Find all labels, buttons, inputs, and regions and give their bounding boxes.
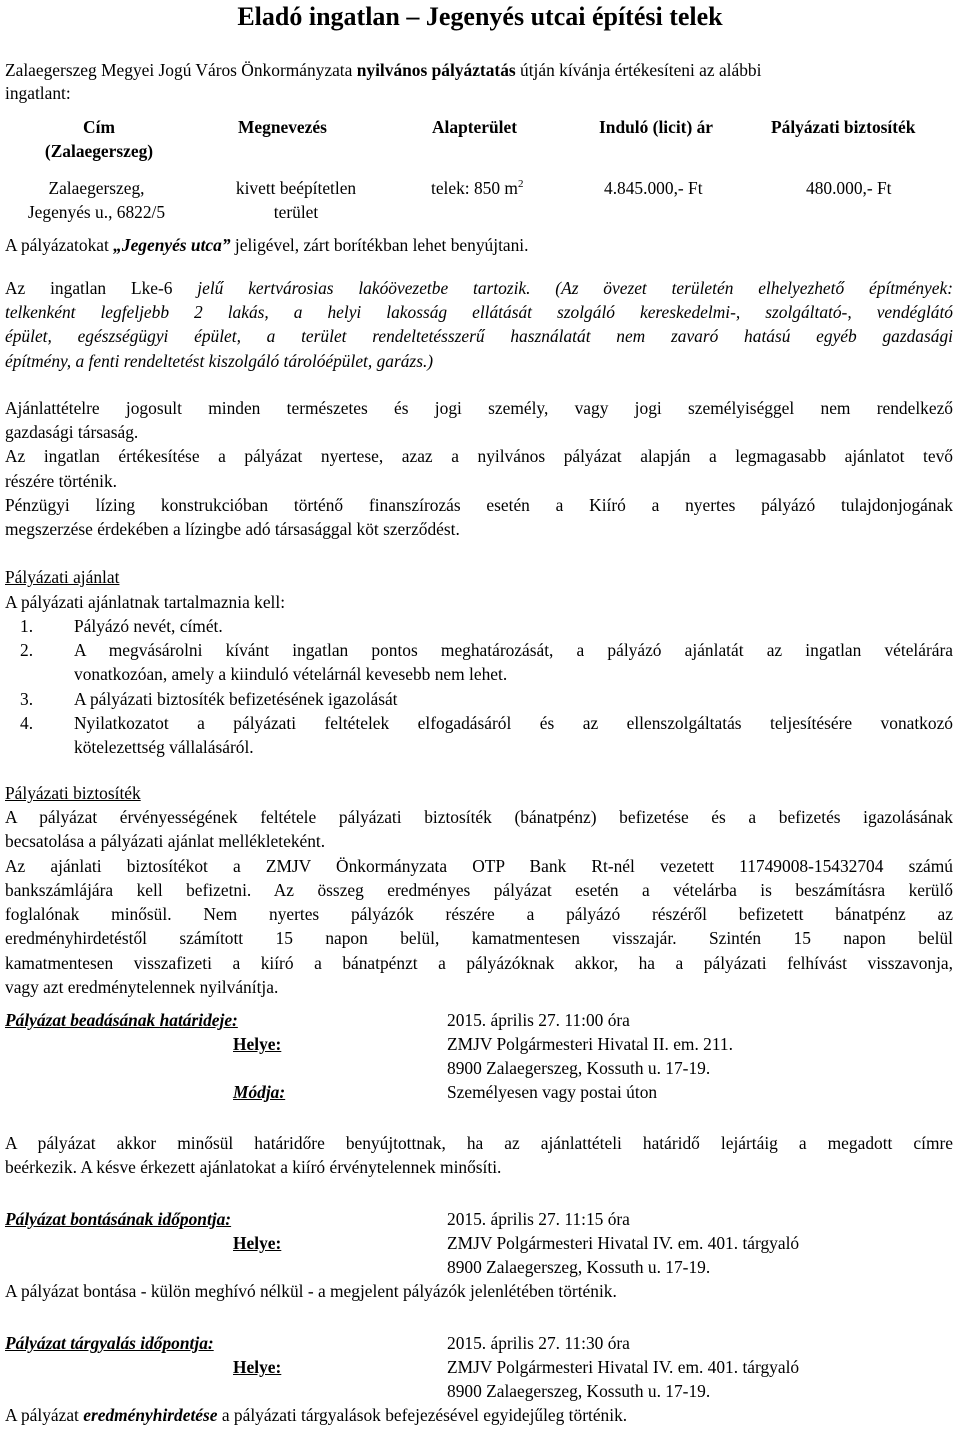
deposit-p2-3: foglalónak minősül. Nem nyertes pályázók részére a pályázó részéről befizetett bánatpénz az bbox=[5, 904, 953, 925]
intro-bold: nyilvános pályáztatás bbox=[356, 60, 516, 80]
paragraphs bbox=[5, 396, 953, 541]
submission-deadline-label: Pályázat beadásának határideje: bbox=[5, 1010, 238, 1030]
row-cim-2: Jegenyés u., 6822/5 bbox=[27, 202, 166, 222]
offer-item-4-cont: kötelezettség vállalásáról. bbox=[74, 737, 254, 757]
intro-line bbox=[5, 58, 761, 82]
deposit-p2-2: bankszámlájára kell befizetni. Az összeg eredményes pályázat esetén a vételárba is beszámításra kerülő bbox=[5, 879, 953, 900]
offer-item-3: A pályázati biztosíték befizetésének igazolását bbox=[74, 689, 398, 709]
opening-place-value: ZMJV Polgármesteri Hivatal IV. em. 401. tárgyaló bbox=[447, 1233, 800, 1253]
zone-line-1 bbox=[5, 276, 953, 300]
row-alapterulet-text: telek: 850 m bbox=[431, 178, 518, 198]
submission-place-label: Helye: bbox=[233, 1034, 282, 1054]
deposit-text bbox=[5, 805, 953, 999]
zone-line-1b: jelű kertvárosias lakóövezetbe tartozik. (Az övezet területén elhelyezhető építmények: bbox=[197, 278, 953, 298]
opening-place-value-2: 8900 Zalaegerszeg, Kossuth u. 17-19. bbox=[447, 1257, 711, 1277]
header-indulo-ar: Induló (licit) ár bbox=[599, 117, 714, 137]
submission-note-1: A pályázat akkor minősül határidőre benyújtottnak, ha az ajánlattételi határidő lejártáig a megadott címre bbox=[5, 1133, 953, 1153]
offer-item-4: Nyilatkozatot a pályázati feltételek elfogadásáról és az ellenszolgáltatás teljesítésére vonatkozó bbox=[74, 713, 953, 733]
row-indulo-ar: 4.845.000,- Ft bbox=[604, 178, 703, 198]
row-biztositek: 480.000,- Ft bbox=[806, 178, 892, 198]
sale-line-1: Az ingatlan értékesítése a pályázat nyertese, azaz a nyilvános pályázat alapján a legmagasabb ajánlatot tevő bbox=[5, 446, 953, 467]
row-megnevezes-2: terület bbox=[273, 202, 319, 222]
submission-deadline-value: 2015. április 27. 11:00 óra bbox=[447, 1010, 630, 1030]
zone-info bbox=[5, 276, 953, 373]
negotiation-note bbox=[5, 1403, 627, 1427]
offer-item-2: A megvásárolni kívánt ingatlan pontos meghatározását, a pályázó ajánlatát az ingatlan vételárára bbox=[74, 640, 953, 660]
leasing-line-2: megszerzése érdekében a lízingbe adó társasággal köt szerződést. bbox=[5, 519, 460, 540]
offer-lead: A pályázati ajánlatnak tartalmaznia kell: bbox=[5, 592, 286, 612]
row-cim: Zalaegerszeg, bbox=[48, 178, 145, 198]
deposit-heading: Pályázati biztosíték bbox=[5, 783, 141, 803]
submission-note bbox=[5, 1131, 953, 1180]
table-note bbox=[5, 233, 529, 257]
negotiation-value: 2015. április 27. 11:30 óra bbox=[447, 1333, 630, 1353]
negotiation-place-value-2: 8900 Zalaegerszeg, Kossuth u. 17-19. bbox=[447, 1381, 711, 1401]
eligibility-line-2: gazdasági társaság. bbox=[5, 422, 139, 443]
opening-label: Pályázat bontásának időpontja: bbox=[5, 1209, 232, 1229]
deposit-p1-2: becsatolása a pályázati ajánlat mellékleteként. bbox=[5, 831, 326, 852]
deposit-p2-4: eredményhirdetéstől számított 15 napon belül, kamatmentesen visszajár. Szintén 15 napon belül bbox=[5, 928, 953, 949]
opening-value: 2015. április 27. 11:15 óra bbox=[447, 1209, 630, 1229]
page-title: Eladó ingatlan – Jegenyés utcai építési telek bbox=[237, 2, 723, 31]
intro-text-end: útján kívánja értékesíteni az alábbi bbox=[515, 60, 762, 80]
submission-place-value-2: 8900 Zalaegerszeg, Kossuth u. 17-19. bbox=[447, 1058, 711, 1078]
intro-text: Zalaegerszeg Megyei Jogú Város Önkormányzata bbox=[5, 60, 357, 80]
negotiation-place-value: ZMJV Polgármesteri Hivatal IV. em. 401. tárgyaló bbox=[447, 1357, 800, 1377]
submission-mode-value: Személyesen vagy postai úton bbox=[447, 1082, 658, 1102]
offer-heading: Pályázati ajánlat bbox=[5, 567, 120, 587]
leasing-line-1: Pénzügyi lízing konstrukcióban történő finanszírozás esetén a Kiíró a nyertes pályázó tulajdonjogának bbox=[5, 494, 953, 515]
table-note-text: A pályázatokat bbox=[5, 235, 114, 255]
table-note-end: jeligével, zárt borítékban lehet benyújtani. bbox=[230, 235, 529, 255]
submission-note-2: beérkezik. A késve érkezett ajánlatokat a kiíró érvénytelennek minősíti. bbox=[5, 1157, 502, 1178]
opening-place-label: Helye: bbox=[233, 1233, 282, 1253]
eligibility-line-1: Ajánlattételre jogosult minden természetes és jogi személy, vagy jogi személyiséggel nem rendelkező bbox=[5, 398, 953, 418]
offer-item-1: Pályázó nevét, címét. bbox=[74, 616, 223, 636]
row-alapterulet bbox=[431, 176, 523, 200]
submission-mode-label: Módja: bbox=[233, 1082, 286, 1102]
negotiation-label: Pályázat tárgyalás időpontja: bbox=[5, 1333, 214, 1353]
negotiation-note-bold: eredményhirdetése bbox=[83, 1405, 218, 1425]
zone-line-4: építmény, a fenti rendeltetést kiszolgáló tárolóépület, garázs.) bbox=[5, 350, 434, 371]
header-cim: Cím bbox=[83, 117, 115, 137]
header-cim-sub: (Zalaegerszeg) bbox=[44, 141, 154, 161]
zone-line-3: épület, egészségügyi épület, a terület rendeltetésszerű használatát nem zavaró hatású egyéb gazdasági bbox=[5, 326, 953, 347]
deposit-p2-5: kamatmentesen visszafizeti a kiíró a bánatpénzt a pályázóknak akkor, ha a pályázati felhívást visszavonja, bbox=[5, 952, 953, 973]
deposit-p1-1: A pályázat érvényességének feltétele pályázati biztosíték (bánatpénz) befizetése és a befizetés igazolásának bbox=[5, 807, 953, 827]
opening-note: A pályázat bontása - külön meghívó nélkül - a megjelent pályázók jelenlétében történik. bbox=[5, 1281, 617, 1301]
deposit-p2-1: Az ajánlati biztosítékot a ZMJV Önkormányzata OTP Bank Rt-nél vezetett 11749008-15432704 számú bbox=[5, 855, 953, 876]
negotiation-note-text: A pályázat bbox=[5, 1405, 84, 1425]
submission-place-value: ZMJV Polgármesteri Hivatal II. em. 211. bbox=[447, 1034, 733, 1054]
offer-item-4-num: 4. bbox=[20, 713, 34, 733]
zone-line-2: telkenként legfeljebb 2 lakás, a helyi lakosság ellátását szolgáló kereskedelmi-, szolgáltató-, vendéglátó bbox=[5, 302, 953, 323]
deposit-p2-6: vagy azt eredménytelennek nyilvánítja. bbox=[5, 977, 279, 998]
offer-item-1-num: 1. bbox=[20, 616, 34, 636]
negotiation-note-end: a pályázati tárgyalások befejezésével egyidejűleg történik. bbox=[217, 1405, 628, 1425]
offer-item-2-num: 2. bbox=[20, 640, 34, 660]
header-biztositek: Pályázati biztosíték bbox=[771, 117, 916, 137]
row-megnevezes: kivett beépítetlen bbox=[235, 178, 357, 198]
offer-item-3-num: 3. bbox=[20, 689, 34, 709]
offer-item-2-cont: vonatkozóan, amely a kiinduló vételárnál kevesebb nem lehet. bbox=[74, 664, 508, 684]
header-alapterulet: Alapterület bbox=[432, 117, 518, 137]
header-megnevezes: Megnevezés bbox=[238, 117, 327, 137]
negotiation-place-label: Helye: bbox=[233, 1357, 282, 1377]
zone-line-1a: Az ingatlan Lke-6 bbox=[5, 278, 198, 298]
table-note-bold: „Jegenyés utca” bbox=[113, 235, 231, 255]
sale-line-2: részére történik. bbox=[5, 470, 118, 491]
intro-line-2: ingatlant: bbox=[5, 83, 71, 103]
row-alapterulet-sup: 2 bbox=[517, 178, 524, 191]
